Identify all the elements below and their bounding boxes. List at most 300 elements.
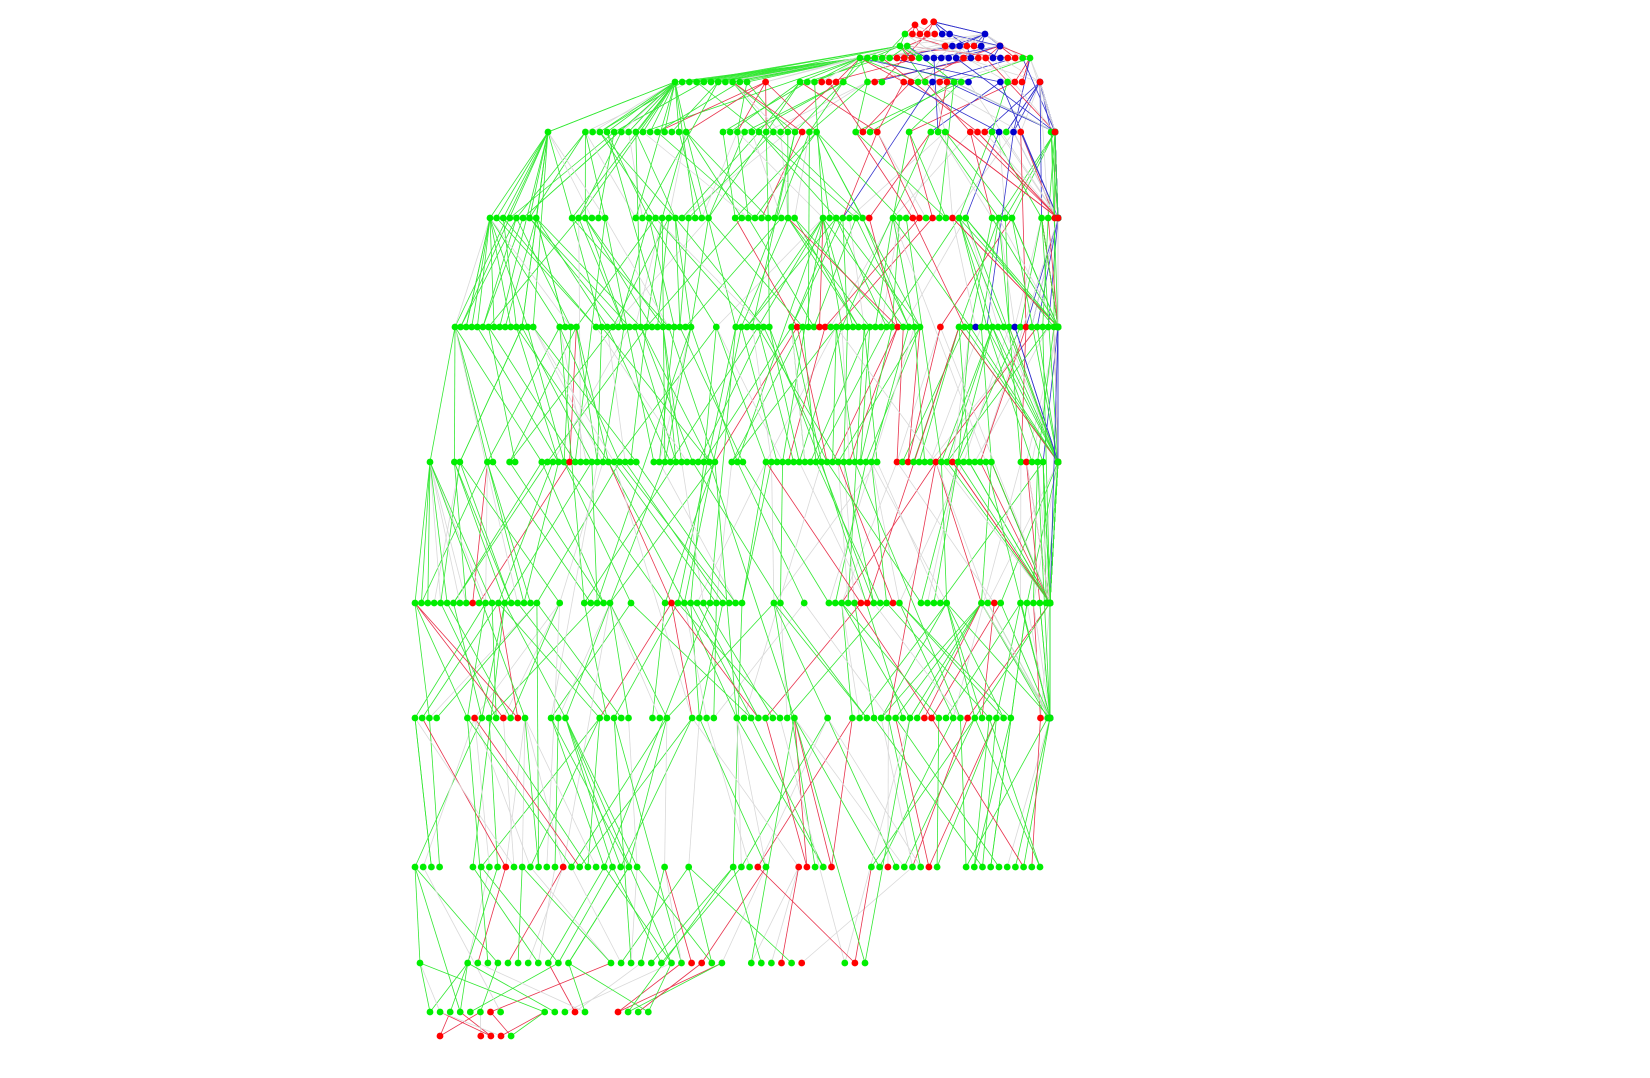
gray-edge	[503, 603, 559, 718]
green-node	[617, 864, 624, 871]
green-node	[431, 600, 438, 607]
green-node	[713, 324, 720, 331]
red-node	[572, 1009, 579, 1016]
green-edge	[981, 462, 991, 603]
green-node	[1055, 324, 1062, 331]
green-edge	[822, 462, 903, 718]
node-layer	[412, 18, 1062, 1039]
green-node	[500, 215, 507, 222]
green-node	[862, 960, 869, 967]
green-node	[762, 715, 769, 722]
red-node	[975, 55, 982, 62]
green-node	[664, 715, 671, 722]
green-edge	[958, 462, 1050, 603]
red-edge	[897, 327, 903, 462]
green-node	[937, 600, 944, 607]
green-node	[710, 715, 717, 722]
green-edge	[497, 132, 548, 218]
green-edge	[808, 132, 809, 327]
gray-edge	[551, 462, 597, 718]
red-edge	[913, 718, 968, 867]
green-node	[679, 215, 686, 222]
green-node	[545, 960, 552, 967]
green-node	[486, 864, 493, 871]
gray-edge	[953, 462, 1021, 718]
green-node	[896, 215, 903, 222]
green-node	[513, 215, 520, 222]
green-node	[833, 215, 840, 222]
red-node	[890, 600, 897, 607]
green-edge	[992, 132, 1042, 218]
gray-edge	[753, 327, 772, 462]
green-node	[801, 600, 808, 607]
red-node	[944, 79, 951, 86]
red-node	[921, 715, 928, 722]
green-edge	[511, 1012, 545, 1036]
red-node	[500, 715, 507, 722]
green-node	[1020, 864, 1027, 871]
green-edge	[415, 867, 460, 1012]
green-node	[688, 324, 695, 331]
green-edge	[609, 462, 685, 603]
green-node	[694, 600, 701, 607]
green-node	[437, 1009, 444, 1016]
red-node	[964, 715, 971, 722]
green-node	[770, 129, 777, 136]
green-edge	[628, 963, 722, 1012]
green-edge	[613, 867, 662, 963]
gray-edge	[993, 58, 1055, 132]
red-node	[901, 55, 908, 62]
green-node	[768, 960, 775, 967]
green-node	[722, 79, 729, 86]
green-edge	[516, 327, 558, 462]
red-node	[798, 960, 805, 967]
red-node	[698, 960, 705, 967]
blue-node	[1010, 129, 1017, 136]
green-edge	[472, 218, 490, 327]
green-node	[755, 715, 762, 722]
gray-edge	[468, 867, 490, 963]
green-edge	[909, 132, 946, 218]
green-node	[555, 960, 562, 967]
green-node	[1009, 215, 1016, 222]
green-edge	[497, 218, 596, 327]
green-node	[533, 215, 540, 222]
gray-edge	[629, 132, 643, 218]
green-node	[708, 960, 715, 967]
green-node	[738, 864, 745, 871]
red-edge	[932, 718, 1024, 867]
gray-edge	[771, 867, 798, 963]
green-node	[909, 864, 916, 871]
green-node	[589, 215, 596, 222]
green-node	[433, 715, 440, 722]
green-node	[987, 864, 994, 871]
red-edge	[618, 963, 682, 1012]
green-node	[535, 864, 542, 871]
green-edge	[863, 218, 909, 327]
red-edge	[440, 1012, 480, 1036]
green-node	[1038, 215, 1045, 222]
green-node	[520, 215, 527, 222]
green-node	[565, 960, 572, 967]
green-node	[719, 960, 726, 967]
green-node	[526, 215, 533, 222]
green-edge	[551, 718, 604, 867]
green-node	[962, 215, 969, 222]
red-edge	[877, 132, 919, 218]
red-node	[866, 215, 873, 222]
red-node	[908, 55, 915, 62]
green-node	[950, 715, 957, 722]
green-edge	[860, 603, 947, 718]
green-edge	[792, 327, 822, 462]
green-edge	[975, 603, 1050, 718]
green-node	[733, 715, 740, 722]
green-node	[988, 459, 995, 466]
green-edge	[753, 132, 796, 327]
green-node	[1040, 459, 1047, 466]
red-edge	[758, 867, 855, 963]
red-node	[936, 79, 943, 86]
green-node	[758, 215, 765, 222]
green-node	[896, 600, 903, 607]
green-node	[672, 215, 679, 222]
green-edge	[490, 132, 548, 218]
green-edge	[709, 218, 803, 327]
green-node	[444, 600, 451, 607]
green-edge	[467, 718, 571, 867]
green-edge	[614, 718, 631, 963]
green-node	[845, 600, 852, 607]
green-edge	[915, 327, 925, 462]
green-node	[851, 600, 858, 607]
green-node	[457, 600, 464, 607]
green-edge	[680, 218, 689, 327]
green-node	[668, 960, 675, 967]
green-node	[477, 1009, 484, 1016]
gray-edge	[966, 218, 998, 327]
green-node	[678, 960, 685, 967]
green-node	[958, 79, 965, 86]
red-node	[514, 715, 521, 722]
green-node	[464, 715, 471, 722]
gray-edge	[751, 867, 798, 963]
green-edge	[937, 718, 996, 867]
green-node	[907, 715, 914, 722]
green-node	[457, 459, 464, 466]
gray-edge	[430, 462, 460, 603]
green-node	[1028, 864, 1035, 871]
green-node	[857, 55, 864, 62]
green-edge	[548, 132, 572, 218]
green-edge	[460, 963, 468, 1012]
green-node	[508, 600, 515, 607]
green-node	[748, 960, 755, 967]
green-edge	[815, 82, 824, 218]
green-node	[661, 864, 668, 871]
green-node	[661, 129, 668, 136]
green-edge	[780, 603, 866, 718]
green-node	[791, 215, 798, 222]
green-edge	[1055, 132, 1058, 218]
green-node	[856, 715, 863, 722]
green-node	[791, 715, 798, 722]
green-node	[917, 324, 924, 331]
green-node	[951, 79, 958, 86]
gray-edge	[716, 218, 823, 327]
green-node	[971, 864, 978, 871]
blue-edge	[966, 132, 999, 218]
green-node	[541, 1009, 548, 1016]
green-node	[604, 129, 611, 136]
green-node	[633, 459, 640, 466]
green-node	[511, 864, 518, 871]
gray-edge	[893, 218, 986, 462]
green-node	[927, 129, 934, 136]
green-node	[676, 129, 683, 136]
red-node	[852, 960, 859, 967]
green-node	[587, 600, 594, 607]
red-node	[949, 215, 956, 222]
green-edge	[455, 327, 493, 462]
red-node	[971, 43, 978, 50]
green-node	[931, 600, 938, 607]
green-node	[748, 715, 755, 722]
green-node	[746, 864, 753, 871]
green-edge	[528, 327, 565, 462]
green-edge	[697, 46, 900, 82]
green-node	[662, 600, 669, 607]
green-node	[508, 1033, 515, 1040]
green-node	[763, 864, 770, 871]
green-edge	[899, 603, 953, 718]
green-node	[543, 864, 550, 871]
green-node	[867, 129, 874, 136]
green-node	[771, 600, 778, 607]
red-node	[864, 600, 871, 607]
green-node	[936, 215, 943, 222]
green-node	[741, 129, 748, 136]
green-node	[784, 715, 791, 722]
red-node	[502, 864, 509, 871]
green-edge	[607, 132, 663, 327]
gray-edge	[533, 327, 614, 462]
green-node	[766, 324, 773, 331]
green-edge	[764, 327, 827, 462]
green-edge	[758, 327, 794, 462]
green-edge	[981, 218, 998, 327]
red-node	[942, 43, 949, 50]
red-edge	[908, 327, 920, 462]
green-node	[638, 960, 645, 967]
green-edge	[516, 132, 585, 218]
green-edge	[602, 327, 710, 462]
gray-edge	[415, 718, 514, 867]
green-node	[995, 215, 1002, 222]
red-node	[754, 864, 761, 871]
gray-edge	[548, 132, 605, 218]
green-node	[765, 215, 772, 222]
green-node	[412, 715, 419, 722]
red-node	[477, 1033, 484, 1040]
green-node	[841, 960, 848, 967]
red-node	[928, 715, 935, 722]
green-edge	[855, 603, 875, 718]
green-node	[626, 864, 633, 871]
blue-node	[923, 55, 930, 62]
green-node	[611, 129, 618, 136]
green-edge	[466, 218, 490, 327]
green-node	[601, 864, 608, 871]
green-edge	[732, 327, 803, 462]
green-node	[956, 215, 963, 222]
green-node	[863, 715, 870, 722]
green-node	[979, 715, 986, 722]
green-edge	[415, 718, 431, 867]
red-node	[615, 1009, 622, 1016]
green-node	[478, 715, 485, 722]
green-edge	[489, 603, 597, 718]
green-node	[923, 215, 930, 222]
green-node	[464, 960, 471, 967]
green-node	[712, 459, 719, 466]
red-node	[912, 22, 919, 29]
green-node	[639, 215, 646, 222]
red-node	[795, 864, 802, 871]
green-node	[1047, 600, 1054, 607]
red-node	[1011, 79, 1018, 86]
green-node	[426, 715, 433, 722]
green-node	[846, 215, 853, 222]
green-edge	[959, 132, 992, 218]
green-edge	[937, 718, 939, 867]
green-node	[1024, 600, 1031, 607]
red-node	[908, 79, 915, 86]
red-node	[991, 600, 998, 607]
green-node	[527, 864, 534, 871]
green-node	[652, 215, 659, 222]
green-node	[897, 43, 904, 50]
green-node	[871, 715, 878, 722]
green-node	[745, 215, 752, 222]
green-node	[482, 600, 489, 607]
green-node	[993, 715, 1000, 722]
green-node	[602, 215, 609, 222]
green-node	[989, 129, 996, 136]
green-edge	[468, 963, 555, 1012]
green-node	[514, 600, 521, 607]
green-edge	[524, 462, 559, 603]
green-node	[412, 600, 419, 607]
green-node	[792, 129, 799, 136]
red-edge	[896, 718, 929, 867]
green-node	[785, 215, 792, 222]
green-node	[741, 715, 748, 722]
green-node	[839, 215, 846, 222]
green-edge	[597, 327, 601, 462]
green-node	[672, 79, 679, 86]
blue-node	[990, 55, 997, 62]
green-edge	[510, 327, 577, 462]
red-edge	[863, 82, 911, 132]
green-node	[692, 215, 699, 222]
red-node	[871, 79, 878, 86]
green-edge	[716, 327, 766, 462]
green-edge	[689, 867, 792, 963]
green-node	[519, 864, 526, 871]
green-edge	[741, 327, 777, 462]
green-edge	[667, 603, 774, 718]
green-node	[556, 600, 563, 607]
green-node	[804, 79, 811, 86]
red-node	[1017, 129, 1024, 136]
green-edge	[441, 603, 497, 718]
red-node	[981, 129, 988, 136]
green-node	[904, 43, 911, 50]
green-node	[1030, 600, 1037, 607]
gray-edge	[933, 82, 946, 132]
green-edge	[1024, 718, 1050, 867]
green-edge	[1012, 132, 1055, 218]
red-node	[437, 1033, 444, 1040]
red-node	[929, 215, 936, 222]
blue-node	[945, 55, 952, 62]
red-node	[926, 864, 933, 871]
green-node	[659, 215, 666, 222]
green-edge	[893, 218, 970, 327]
green-node	[832, 600, 839, 607]
blue-node	[938, 55, 945, 62]
green-node	[713, 600, 720, 607]
green-node	[493, 715, 500, 722]
green-node	[632, 129, 639, 136]
gray-edge	[737, 718, 742, 867]
green-node	[777, 600, 784, 607]
green-edge	[896, 718, 999, 867]
green-node	[596, 129, 603, 136]
green-edge	[856, 132, 946, 218]
green-edge	[415, 603, 486, 718]
green-node	[1007, 715, 1014, 722]
green-node	[493, 215, 500, 222]
green-node	[777, 715, 784, 722]
green-node	[521, 600, 528, 607]
red-edge	[913, 218, 965, 327]
red-edge	[909, 132, 933, 218]
green-node	[777, 129, 784, 136]
green-edge	[631, 603, 751, 718]
green-node	[778, 215, 785, 222]
green-node	[447, 1009, 454, 1016]
gray-edge	[665, 718, 667, 867]
green-node	[878, 715, 885, 722]
green-node	[505, 960, 512, 967]
green-node	[424, 600, 431, 607]
green-node	[470, 864, 477, 871]
red-edge	[970, 132, 992, 218]
green-node	[899, 715, 906, 722]
green-edge	[974, 718, 989, 867]
green-node	[582, 215, 589, 222]
green-node	[658, 960, 665, 967]
green-edge	[774, 603, 867, 718]
red-edge	[909, 82, 1015, 132]
green-node	[687, 600, 694, 607]
red-node	[921, 18, 928, 25]
green-node	[497, 1009, 504, 1016]
